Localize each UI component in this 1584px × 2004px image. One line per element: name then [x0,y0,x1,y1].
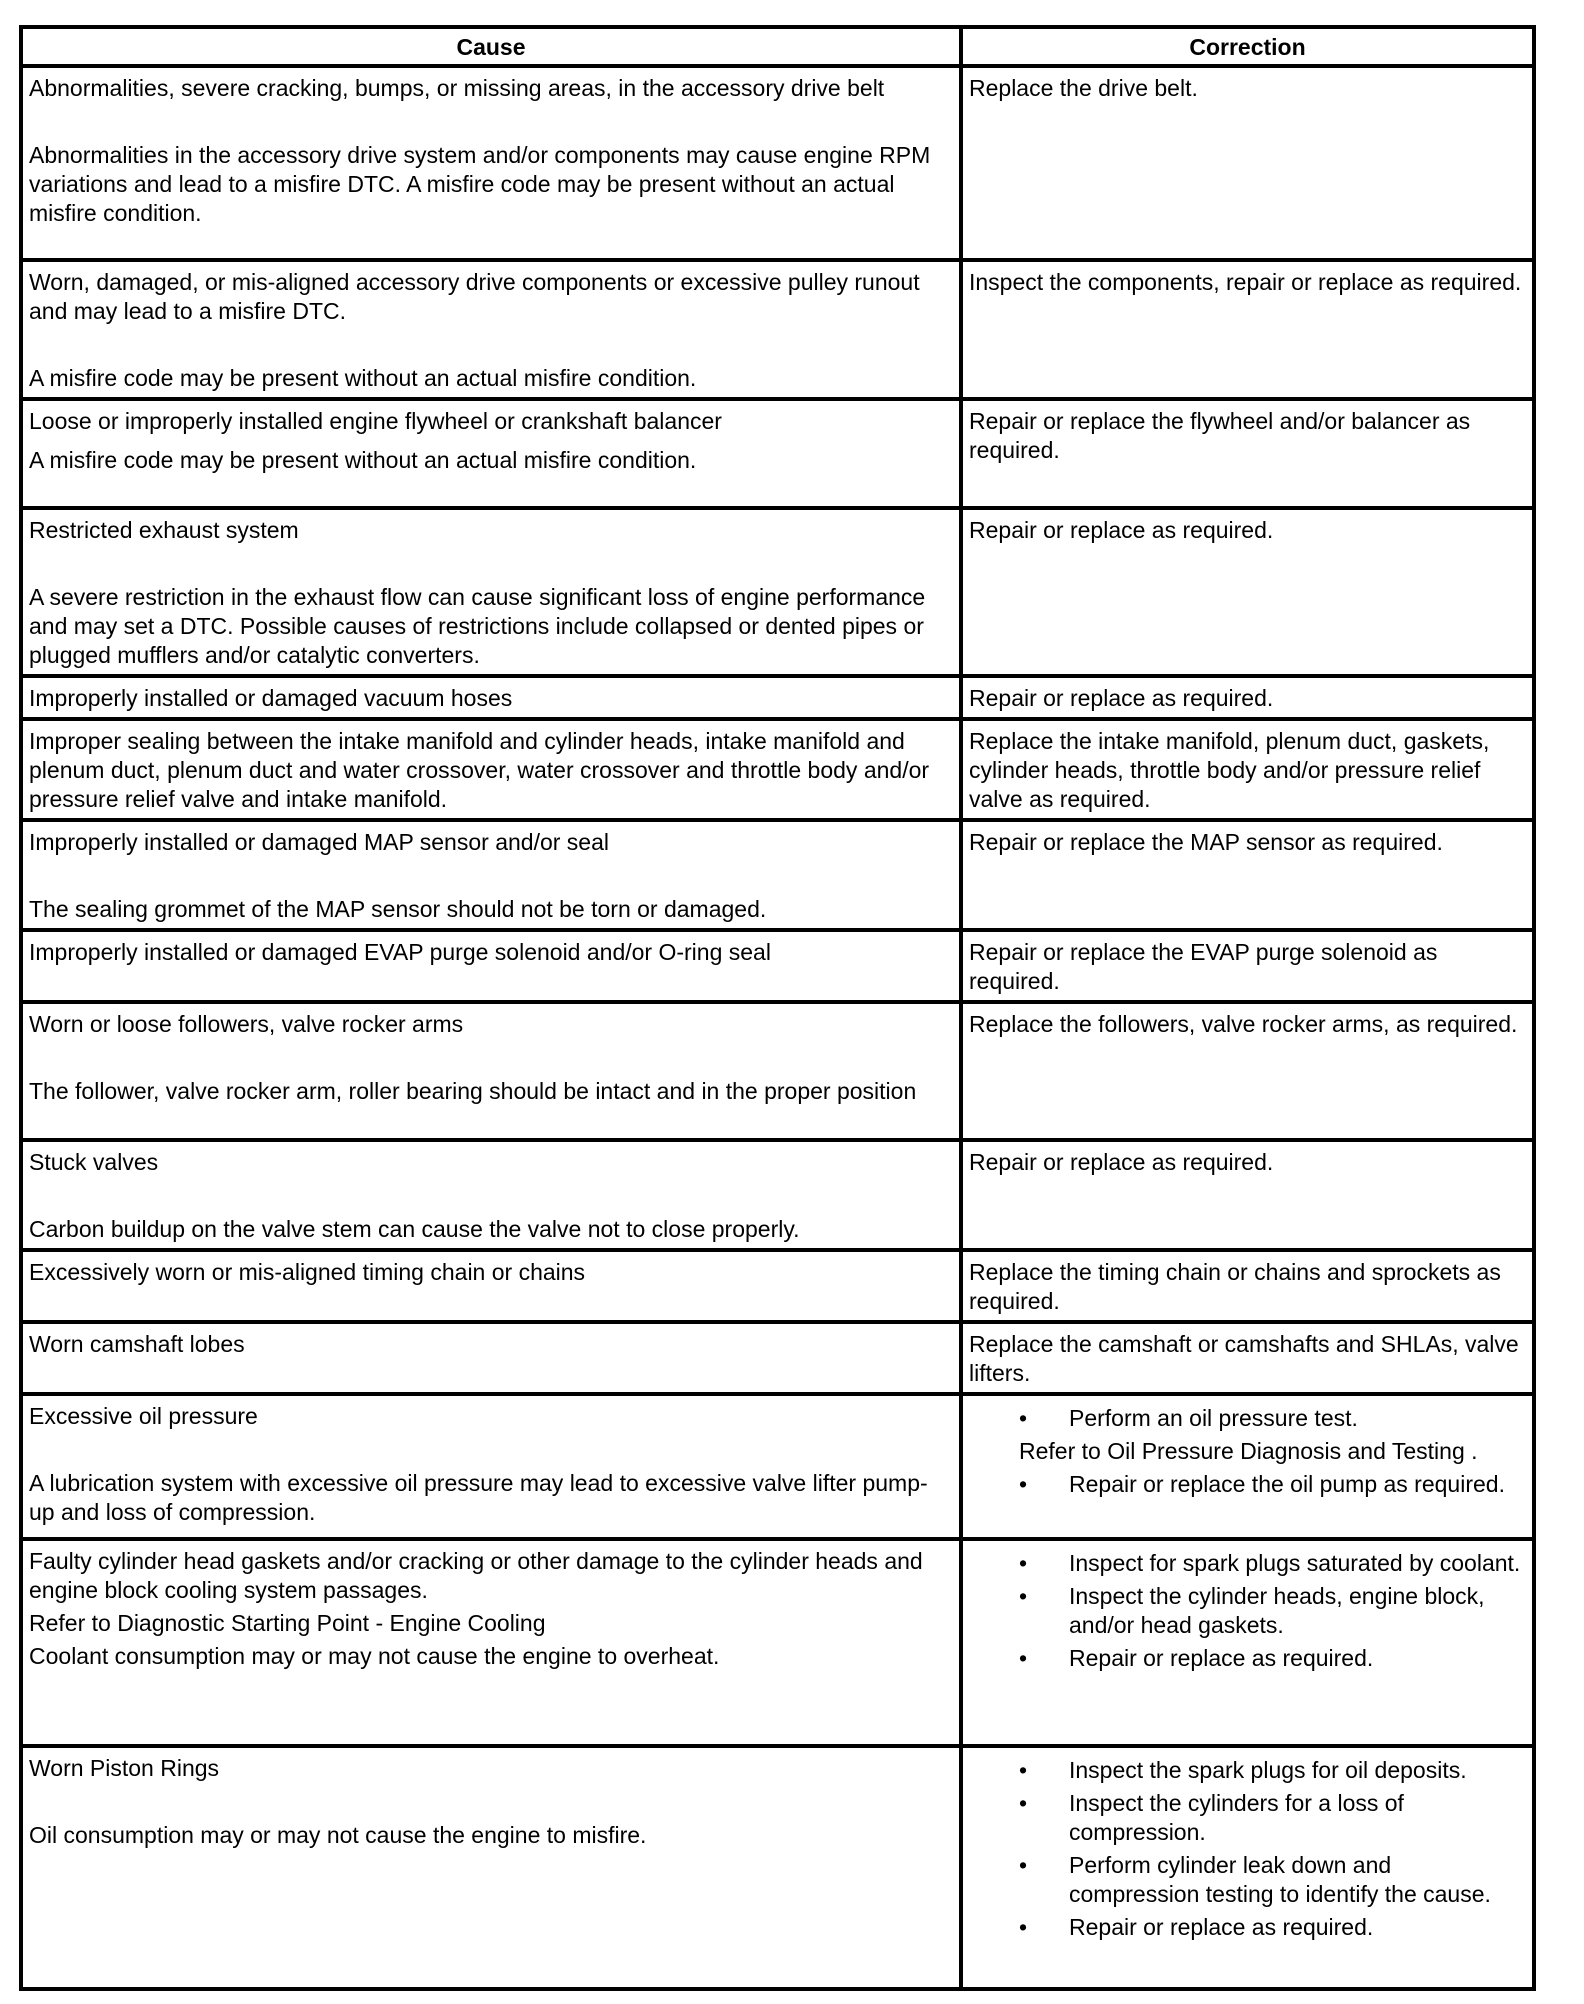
table-row [21,66,1534,260]
correction-cell [961,66,1534,260]
table-row [21,1140,1534,1250]
correction-cell [961,1322,1534,1394]
correction-bullet: • Inspect for spark plugs saturated by coolant. [969,1549,1526,1578]
cause-cell [21,1002,961,1140]
header-correction: Correction [961,27,1534,66]
correction-bullet: • Inspect the cylinder heads, engine block, and/or head gaskets. [969,1582,1526,1640]
table-row [21,1322,1534,1394]
correction-cell [961,1746,1534,1989]
correction-bullet: • Inspect the spark plugs for oil deposits. [969,1756,1526,1785]
cause-cell [21,820,961,930]
correction-bullet: • Inspect the cylinders for a loss of compression. [969,1789,1526,1847]
cause-title: Restricted exhaust system [29,517,299,543]
correction-text: Replace the timing chain or chains and sprockets as required. [969,1259,1501,1314]
table-row [21,508,1534,676]
cause-note: A lubrication system with excessive oil pressure may lead to excessive valve lifter pump-up and loss of compression. [29,1470,928,1525]
cause-cell [21,1394,961,1539]
cause-cell [21,508,961,676]
correction-cell [961,1250,1534,1322]
table-row [21,676,1534,719]
correction-bullet: • Repair or replace as required. [969,1644,1526,1673]
correction-cell [961,1140,1534,1250]
cause-cell [21,66,961,260]
cause-title: Worn, damaged, or mis-aligned accessory drive components or excessive pulley runout and may lead to a misfire DTC. [29,269,920,324]
cause-cell [21,1539,961,1746]
table-row [21,820,1534,930]
cause-title: Loose or improperly installed engine flywheel or crankshaft balancer [29,408,722,434]
correction-cell [961,399,1534,508]
correction-cell [961,676,1534,719]
correction-cell [961,820,1534,930]
correction-cell [961,1002,1534,1140]
cause-title: Stuck valves [29,1149,159,1175]
cause-title: Excessively worn or mis-aligned timing chain or chains [29,1259,586,1285]
cause-cell [21,1140,961,1250]
cause-cell [21,1746,961,1989]
cause-note: A misfire code may be present without an actual misfire condition. [29,447,697,473]
correction-text: Repair or replace as required. [969,517,1274,543]
diagnostic-table [19,25,1536,1991]
header-cause: Cause [21,27,961,66]
correction-text: Repair or replace the MAP sensor as required. [969,829,1443,855]
cause-note: Oil consumption may or may not cause the engine to misfire. [29,1822,647,1848]
cause-title: Improperly installed or damaged EVAP purge solenoid and/or O-ring seal [29,939,771,965]
table-row [21,260,1534,399]
correction-text: Replace the intake manifold, plenum duct, gaskets, cylinder heads, throttle body and/or pressure relief valve as required. [969,728,1490,812]
correction-cell [961,1394,1534,1539]
table-row [21,1539,1534,1746]
cause-note: Abnormalities in the accessory drive system and/or components may cause engine RPM variations and lead to a misfire DTC. A misfire code may be present without an actual misfire condition. [29,142,931,226]
correction-text: Replace the drive belt. [969,75,1198,101]
cause-note: Coolant consumption may or may not cause the engine to overheat. [29,1643,720,1669]
cause-title: Worn or loose followers, valve rocker arms [29,1011,464,1037]
correction-text: Replace the camshaft or camshafts and SHLAs, valve lifters. [969,1331,1519,1386]
cause-title: Worn Piston Rings [29,1755,220,1781]
cause-note: Carbon buildup on the valve stem can cause the valve not to close properly. [29,1216,800,1242]
correction-bullet: • Repair or replace the oil pump as required. [969,1470,1526,1499]
correction-text: Repair or replace as required. [969,1149,1274,1175]
cause-title: Abnormalities, severe cracking, bumps, or missing areas, in the accessory drive belt [29,75,885,101]
cause-cell [21,1322,961,1394]
cause-cell [21,930,961,1002]
correction-list [969,1549,1526,1673]
cause-note: A misfire code may be present without an actual misfire condition. [29,365,697,391]
correction-cell [961,1539,1534,1746]
cause-cell [21,719,961,820]
cause-title: Improper sealing between the intake manifold and cylinder heads, intake manifold and plenum duct, plenum duct and water crossover, water crossover and throttle body and/or pressure relief valve and intake manifold. [29,728,930,812]
correction-text: Replace the followers, valve rocker arms, as required. [969,1011,1518,1037]
correction-list [969,1470,1526,1499]
table-row [21,1746,1534,1989]
cause-cell [21,1250,961,1322]
correction-text: Inspect the components, repair or replace as required. [969,269,1522,295]
correction-bullet: • Perform cylinder leak down and compression testing to identify the cause. [969,1851,1526,1909]
cause-title: Improperly installed or damaged vacuum hoses [29,685,513,711]
correction-text: Repair or replace as required. [969,685,1274,711]
correction-list [969,1404,1526,1433]
cause-note: The sealing grommet of the MAP sensor should not be torn or damaged. [29,896,767,922]
table-row [21,719,1534,820]
correction-reference: Refer to Oil Pressure Diagnosis and Testing . [1019,1438,1478,1464]
table-row [21,399,1534,508]
correction-cell [961,719,1534,820]
correction-cell [961,260,1534,399]
cause-title: Excessive oil pressure [29,1403,258,1429]
cause-note: The follower, valve rocker arm, roller bearing should be intact and in the proper position [29,1078,917,1104]
header-row [21,27,1534,66]
correction-cell [961,930,1534,1002]
cause-cell [21,676,961,719]
table-row [21,1002,1534,1140]
correction-bullet: • Repair or replace as required. [969,1913,1526,1942]
table-row [21,930,1534,1002]
cause-note: A severe restriction in the exhaust flow can cause significant loss of engine performance and may set a DTC. Possible causes of restrictions include collapsed or dented pipes or plugged mufflers and/or catalytic converters. [29,584,926,668]
table-row [21,1394,1534,1539]
correction-text: Repair or replace the EVAP purge solenoid as required. [969,939,1438,994]
correction-bullet: • Perform an oil pressure test. [969,1404,1526,1433]
correction-list [969,1756,1526,1942]
correction-text: Repair or replace the flywheel and/or balancer as required. [969,408,1471,463]
correction-cell [961,508,1534,676]
cause-title: Worn camshaft lobes [29,1331,245,1357]
cause-title: Faulty cylinder head gaskets and/or cracking or other damage to the cylinder heads and engine block cooling system passages. [29,1548,923,1603]
cause-cell [21,260,961,399]
table-row [21,1250,1534,1322]
cause-reference: Refer to Diagnostic Starting Point - Engine Cooling [29,1610,546,1636]
cause-title: Improperly installed or damaged MAP sensor and/or seal [29,829,609,855]
cause-cell [21,399,961,508]
